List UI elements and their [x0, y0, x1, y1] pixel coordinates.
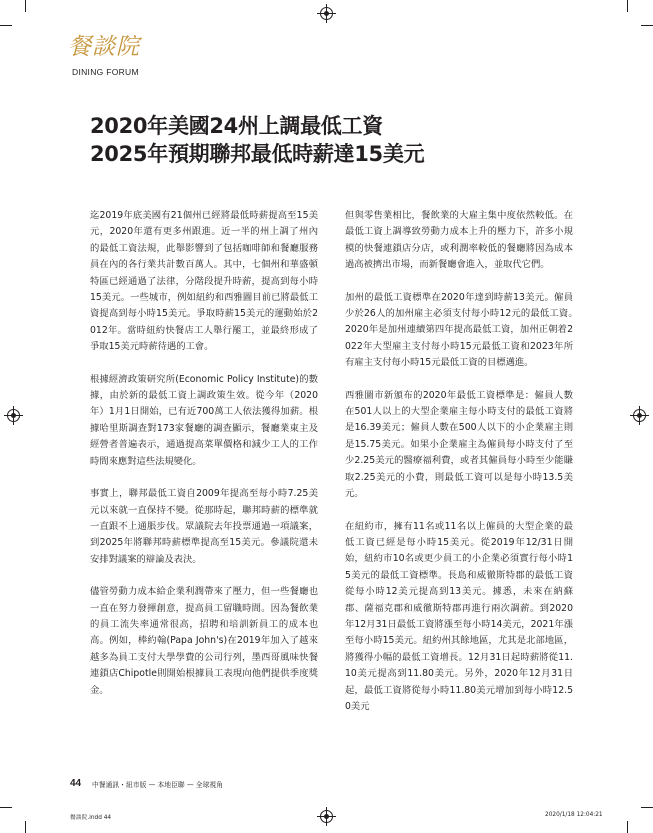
body-paragraph: 但與零售業相比，餐飲業的大雇主集中度依然較低。在最低工資上調導致勞動力成本上升的壓力下，許多小規模的快餐連鎖店分店，或利潤率較低的餐廳將因為成本過高被擠出市場，而新餐廳會進入，並取代它們。 — [345, 210, 573, 271]
headline-line: 2025年預期聯邦最低時薪達15美元 — [90, 142, 425, 166]
body-paragraph: 加州的最低工資標準在2020年達到時薪13美元。僱員少於26人的加州雇主必須支付每小時12元的最低工資。 2020年是加州連續第四年提高最低工資，加州正朝着2022年大型雇主支付每小時15元最低工資和2023年所有雇主支付每小時15元最低工資的目標邁進。 — [345, 291, 583, 369]
crop-mark — [0, 807, 12, 808]
registration-mark-icon — [7, 409, 20, 422]
page-number: 44 — [70, 778, 82, 789]
crop-mark — [25, 821, 26, 833]
column-logo-subtitle: DINING FORUM — [72, 67, 139, 77]
crop-mark — [641, 807, 653, 808]
registration-mark-icon — [633, 409, 646, 422]
crop-mark — [25, 0, 26, 12]
print-slug-file: 餐談院.indd 44 — [70, 815, 112, 821]
article-column-right — [345, 208, 583, 731]
crop-mark — [641, 25, 653, 26]
crop-mark — [627, 0, 628, 12]
body-paragraph: 事實上，聯邦最低工資自2009年提高至每小時7.25美元以來就一直保持不變。從那時起，聯邦時薪的標準就一直跟不上通脹步伐。眾議院去年投票通過一項議案，到2025年將聯邦時薪標準提高至15美元。參議院還未安排對議案的辯論及表決。 — [90, 488, 318, 565]
body-paragraph: 儘管勞動力成本給企業利潤帶來了壓力，但一些餐廳也一直在努力發揮創意，提高員工留職時間。因為餐飲業的員工流失率通常很高，招聘和培訓新員工的成本也高。例如，棒約翰(Papa John's)在2019年加入了越來越多為員工支付大學學費的公司行列，墨西哥風味快餐連鎖店Chipotle則開始根據員工表現向他們提供季度獎金。 — [90, 586, 318, 696]
column-logo: 餐談院 — [68, 34, 140, 60]
body-paragraph: 根據經濟政策研究所(Economic Policy Institute)的數據，由於新的最低工資上調政策生效。從今年（2020年）1月1日開始，已有近700萬工人依法獲得加薪。根據哈里斯調查對173家餐廳的調查顯示，餐廳業東主及經營者普遍表示，通過提高菜單價格和減少工人的工作時間來應對這些法規變化。 — [90, 373, 318, 467]
body-paragraph: 在紐約市，擁有11名或11名以上僱員的大型企業的最低工資已經是每小時15美元。從2019年12/31日開始，紐約市10名或更少員工的小企業必須實行每小時15美元的最低工資標準。長島和威徹斯特郡的最低工資從每小時12美元提高到13美元。據悉，未來在納蘇郡、薩福克郡和威徹斯特郡再進行兩次調薪。到2020年12月31日最低工資將漲至每小時14美元，2021年漲至每小時15美元。紐約州其餘地區，尤其是北部地區，將獲得小幅的最低工資增長。12月31日起時薪將從11.10美元提高到11.80美元。另外，2020年12月31日起，最低工資將從每小時11.80美元增加到每小時12.50美元 — [345, 520, 573, 712]
article-headline — [90, 112, 590, 168]
body-paragraph: 西雅圖市新頒布的2020年最低工資標準是：僱員人數在501人以上的大型企業雇主每小時支付的最低工資將是16.39美元；僱員人數在500人以下的小企業雇主則是15.75美元。如果小企業雇主為僱員每小時支付了至少2.25美元的醫療福利費，或者其僱員每小時至少能賺取2.25美元的小費，則最低工資可以是每小時13.5美元。 — [345, 389, 573, 500]
body-paragraph: 迄2019年底美國有21個州已經將最低時薪提高至15美元，2020年還有更多州跟進。近一半的州上調了州內的最低工資法規，此舉影響到了包括咖啡師和餐廳服務員在內的各行業共計數百萬人。其中，七個州和華盛頓特區已經通過了法律，分階段提升時薪，提高到每小時15美元。一些城市，例如紐約和西雅圖目前已將最低工資提高到每小時15美元。爭取時薪15美元的運動始於2012年。當時紐約快餐店工人舉行罷工，並最終形成了爭取15美元時薪待遇的工會。 — [90, 210, 318, 353]
headline-line: 2020年美國24州上調最低工資 — [90, 114, 383, 138]
print-slug-timestamp: 2020/1/18 12:04:21 — [545, 812, 603, 818]
crop-mark — [0, 25, 12, 26]
registration-mark-icon — [320, 810, 333, 823]
registration-mark-icon — [320, 7, 333, 20]
crop-mark — [627, 821, 628, 833]
publication-footer: 中餐通訊・紐市版 — 本地臣聯 — 全球視角 — [92, 781, 223, 789]
article-column-left — [90, 208, 318, 715]
